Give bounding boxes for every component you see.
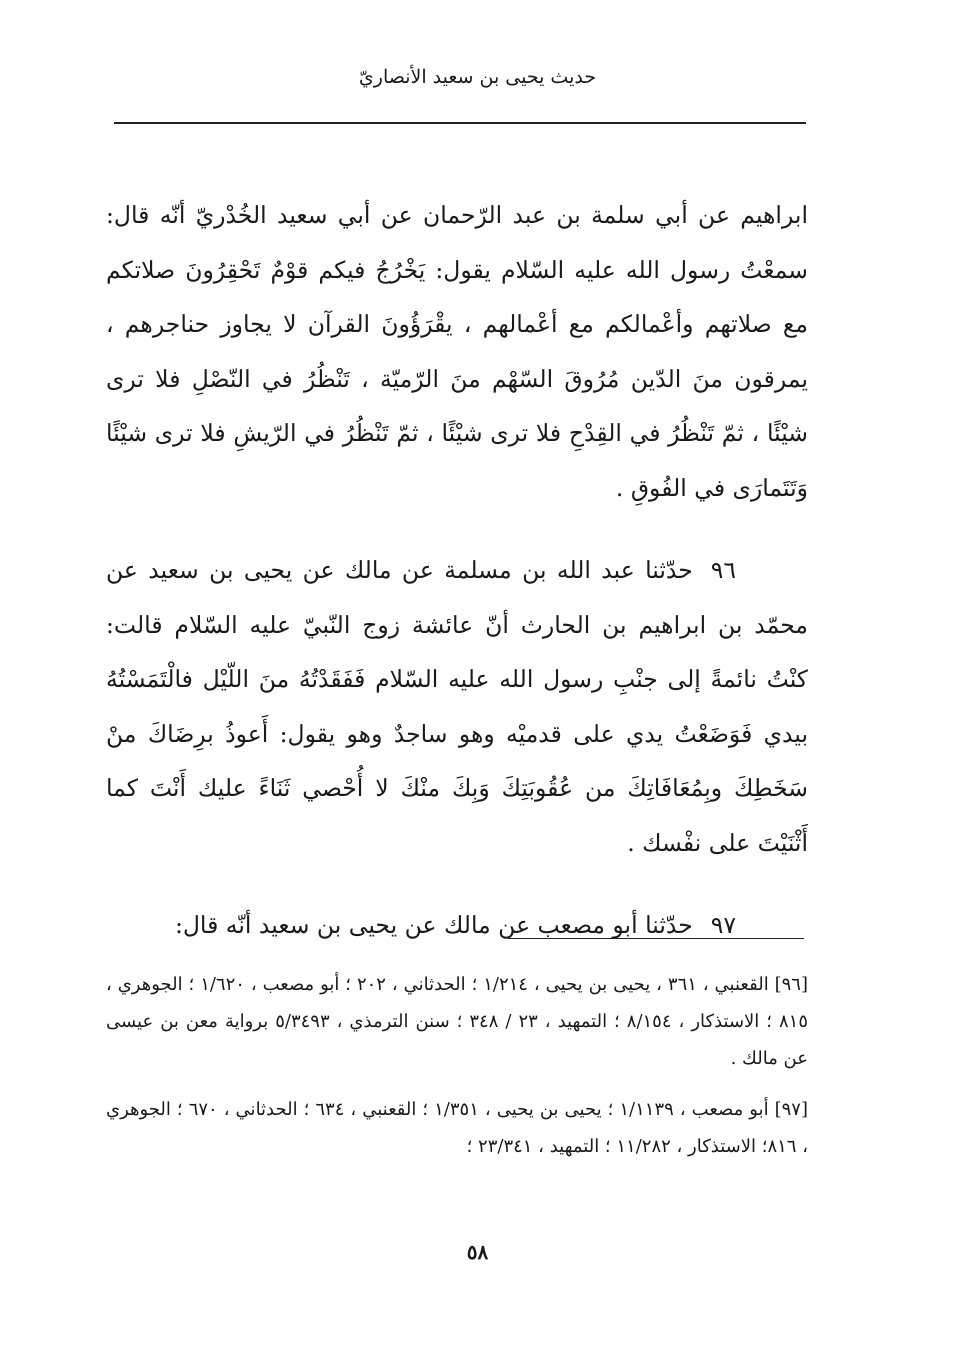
continuation-paragraph: ابراهيم عن أبي سلمة بن عبد الرّحمان عن أبي سعيد الخُدْريّ أنّه قال: سمعْتُ رسول الله عليه السّلام يقول: يَخْرُجُ فيكم قوْمٌ تَحْقِرُونَ صلاتكم مع صلاتهم وأعْمالكم مع أعْمالهم ، يقْرَؤُونَ القرآن لا يجاوز حناجرهم ، يمرقون منَ الدّين مُرُوقَ السّهْم منَ الرّميّة ، تَنْظُرُ في النّصْلِ فلا ترى شيْئًا ، ثمّ تَنْظُرُ في القِدْحِ فلا ترى شيْئًا ، ثمّ تَنْظُرُ في الرّيشِ فلا ترى شيْئًا وَتَتَمارَى في الفُوقِ . bbox=[106, 201, 808, 502]
running-head: حديث يحيى بن سعيد الأنصاريّ bbox=[358, 66, 597, 88]
header-rule bbox=[114, 122, 806, 124]
main-text bbox=[106, 188, 808, 953]
hadith-96-paragraph bbox=[106, 543, 808, 870]
hadith-97-text: حدّثنا أبو مصعب عن مالك عن يحيى بن سعيد أنّه قال: bbox=[174, 911, 693, 939]
footnote-97: [٩٧] أبو مصعب ، ١/١١٣٩ ؛ يحيى بن يحيى ، ١/٣٥١ ؛ القعنبي ، ٦٣٤ ؛ الحدثاني ، ٦٧٠ ؛ الجوهري ، ٨١٦؛ الاستذكار ، ١١/٢٨٢ ؛ التمهيد ، ٢٣/٣٤١ ؛ bbox=[106, 1099, 809, 1157]
footnotes bbox=[106, 966, 808, 1165]
hadith-96-text: حدّثنا عبد الله بن مسلمة عن مالك عن يحيى بن سعيد عن محمّد بن ابراهيم بن الحارث أنّ عائشة زوج النّبيّ عليه السّلام قالت: كنْتُ نائمةً إلى جنْبِ رسول الله عليه السّلام فَفَقَدْتُهُ منَ اللّيْل فالْتَمَسْتُهُ بيدي فَوَضَعْتُ يدي على قدميْه وهو ساجدٌ وهو يقول: أَعوذُ برِضَاكَ منْ سَخَطِكَ وبِمُعَافَاتِكَ من عُقُوبَتِكَ وَبِكَ منْكَ لا أُحْصي ثَنَاءً عليك أَنْتَ كما أَثْنَيْتَ على نفْسك . bbox=[106, 556, 808, 857]
page-number: ٥٨ bbox=[466, 1240, 489, 1264]
footnote-96: [٩٦] القعنبي ، ٣٦١ ، يحيى بن يحيى ، ١/٢١٤ ؛ الحدثاني ، ٢٠٢ ؛ أبو مصعب ، ١/٦٢٠ ؛ الجوهري ، ٨١٥ ؛ الاستذكار ، ٨/١٥٤ ؛ التمهيد ، ٢٣ / ٣٤٨ ؛ سنن الترمذي ، ٥/٣٤٩٣ برواية معن بن عيسى عن مالك . bbox=[106, 974, 809, 1069]
footnote-rule bbox=[508, 938, 804, 939]
hadith-97-number: ٩٧ bbox=[710, 911, 736, 939]
hadith-96-number: ٩٦ bbox=[710, 556, 736, 584]
hadith-97-paragraph bbox=[106, 898, 808, 953]
